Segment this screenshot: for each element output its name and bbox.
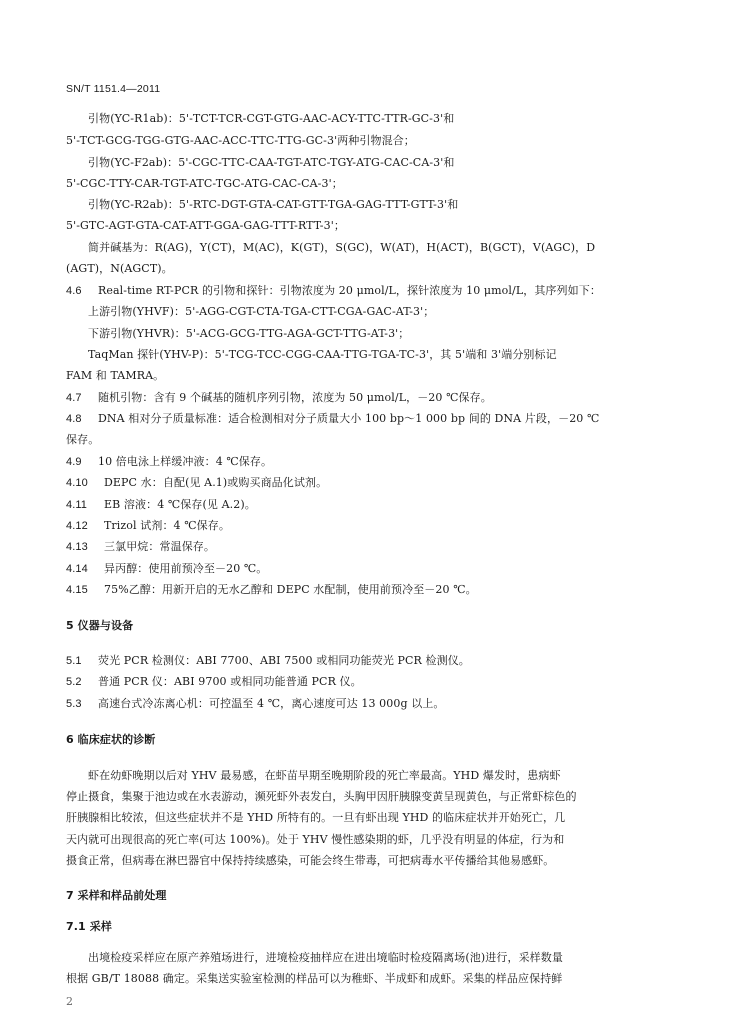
clause-item: [66, 456, 272, 468]
clause-number: 4.12: [66, 520, 88, 532]
paragraph-line: 天内就可出现很高的死亡率(可达 100%)。处于 YHV 慢性感染期的虾，几乎没有明显的体症，行为和: [66, 833, 565, 846]
clause-item: [66, 541, 215, 553]
clause-number: 4.11: [66, 499, 87, 511]
clause-number: 4.13: [66, 541, 88, 553]
clause-text: 10 倍电泳上样缓冲液：4 ℃保存。: [98, 455, 273, 468]
section-7-1-heading: 7.1 采样: [66, 920, 112, 933]
primer-line: 5'-TCT-GCG-TGG-GTG-AAC-ACC-TTC-TTG-GC-3'两种引物混合；: [66, 134, 415, 147]
degenerate-bases-line: 简并碱基为：R(AG)，Y(CT)，M(AC)，K(GT)，S(GC)，W(AT)，H(ACT)，B(GCT)，V(AGC)，D: [88, 241, 596, 254]
clause-text: DNA 相对分子质量标准：适合检测相对分子质量大小 100 bp～1 000 bp 间的 DNA 片段，－20 ℃: [98, 412, 600, 425]
equipment-item: [66, 698, 445, 710]
clause-number: 5.1: [66, 655, 82, 667]
paragraph-line: 停止摄食，集聚于池边或在水表游动，濒死虾外表发白，头胸甲因肝胰腺变黄呈现黄色，与正常虾棕色的: [66, 790, 577, 803]
clause-number: 4.14: [66, 563, 88, 575]
clause-text: 75%乙醇：用新开启的无水乙醇和 DEPC 水配制，使用前预冷至－20 ℃。: [104, 583, 477, 596]
clause-number: 5.3: [66, 698, 82, 710]
primer-line: 引物(YC-R2ab)：5'-RTC-DGT-GTA-CAT-GTT-TGA-GAG-TTT-GTT-3'和: [88, 198, 459, 211]
upstream-primer: 上游引物(YHVF)：5'-AGG-CGT-CTA-TGA-CTT-CGA-GAC-AT-3'；: [88, 305, 435, 318]
taqman-probe: TaqMan 探针(YHV-P)：5'-TCG-TCC-CGG-CAA-TTG-TGA-TC-3'，其 5'端和 3'端分别标记: [88, 348, 557, 361]
downstream-primer: 下游引物(YHVR)：5'-ACG-GCG-TTG-AGA-GCT-TTG-AT-3'；: [88, 327, 410, 340]
primer-line: 引物(YC-R1ab)：5'-TCT-TCR-CGT-GTG-AAC-ACY-TTC-TTR-GC-3'和: [88, 112, 455, 125]
standard-code-header: SN/T 1151.4—2011: [66, 83, 161, 95]
clause-number: 4.15: [66, 584, 88, 596]
clause-number: 5.2: [66, 676, 82, 688]
paragraph-line: 摄食正常，但病毒在淋巴器官中保持持续感染，可能会终生带毒，可把病毒水平传播给其他易感虾。: [66, 854, 555, 867]
clause-item: [66, 499, 256, 511]
clause-text: 荧光 PCR 检测仪：ABI 7700、ABI 7500 或相同功能荧光 PCR 检测仪。: [98, 654, 470, 667]
clause-text: Trizol 试剂：4 ℃保存。: [104, 519, 230, 532]
primer-line: 5'-GTC-AGT-GTA-CAT-ATT-GGA-GAG-TTT-RTT-3'；: [66, 219, 345, 232]
clause-text: 高速台式冷冻离心机：可控温至 4 ℃，离心速度可达 13 000g 以上。: [98, 697, 445, 710]
clause-text: 普通 PCR 仪：ABI 9700 或相同功能普通 PCR 仪。: [98, 675, 362, 688]
clause-number: 4.9: [66, 456, 82, 468]
clause-item: [66, 563, 267, 575]
page-number: 2: [66, 995, 74, 1008]
paragraph-line: 根据 GB/T 18088 确定。采集送实验室检测的样品可以为稚虾、半成虾和成虾。采集的样品应保持鲜: [66, 972, 563, 985]
clause-text: 三氯甲烷：常温保存。: [104, 540, 215, 553]
paragraph-line: 出境检疫采样应在原产养殖场进行，进境检疫抽样应在进出境临时检疫隔离场(池)进行，采样数量: [88, 951, 563, 964]
clause-number: 4.7: [66, 392, 82, 404]
clause-number: 4.10: [66, 477, 88, 489]
clause-number: 4.8: [66, 413, 82, 425]
paragraph-line: 肝胰腺相比较浓，但这些症状并不是 YHD 所特有的。一旦有虾出现 YHD 的临床症状并开始死亡，几: [66, 811, 566, 824]
clause-text: 异丙醇：使用前预冷至－20 ℃。: [104, 562, 268, 575]
clause-text: EB 溶液：4 ℃保存(见 A.2)。: [104, 498, 256, 511]
clause-item: [66, 520, 230, 532]
section-5-heading: 5 仪器与设备: [66, 619, 134, 632]
primer-line: 5'-CGC-TTY-CAR-TGT-ATC-TGC-ATG-CAC-CA-3'；: [66, 177, 343, 190]
clause-item: [66, 392, 492, 404]
clause-text: 随机引物：含有 9 个碱基的随机序列引物，浓度为 50 μmol/L，－20 ℃保存。: [98, 391, 492, 404]
clause-item: [66, 413, 599, 425]
degenerate-bases-line: (AGT)，N(AGCT)。: [66, 262, 173, 275]
equipment-item: [66, 655, 470, 667]
section-7-heading: 7 采样和样品前处理: [66, 889, 167, 902]
clause-number: 4.6: [66, 285, 82, 297]
taqman-probe-cont: FAM 和 TAMRA。: [66, 369, 165, 382]
clause-text: Real-time RT-PCR 的引物和探针：引物浓度为 20 μmol/L，探针浓度为 10 μmol/L，其序列如下：: [98, 284, 601, 297]
equipment-item: [66, 676, 362, 688]
primer-line: 引物(YC-F2ab)：5'-CGC-TTC-CAA-TGT-ATC-TGY-ATG-CAC-CA-3'和: [88, 156, 455, 169]
clause-item-cont: 保存。: [66, 433, 100, 446]
clause-item: [66, 584, 477, 596]
paragraph-line: 虾在幼虾晚期以后对 YHV 最易感，在虾苗早期至晚期阶段的死亡率最高。YHD 爆发时，患病虾: [88, 769, 561, 782]
section-6-heading: 6 临床症状的诊断: [66, 733, 156, 746]
clause-4-6: [66, 285, 601, 297]
clause-text: DEPC 水：自配(见 A.1)或购买商品化试剂。: [104, 476, 328, 489]
clause-item: [66, 477, 327, 489]
